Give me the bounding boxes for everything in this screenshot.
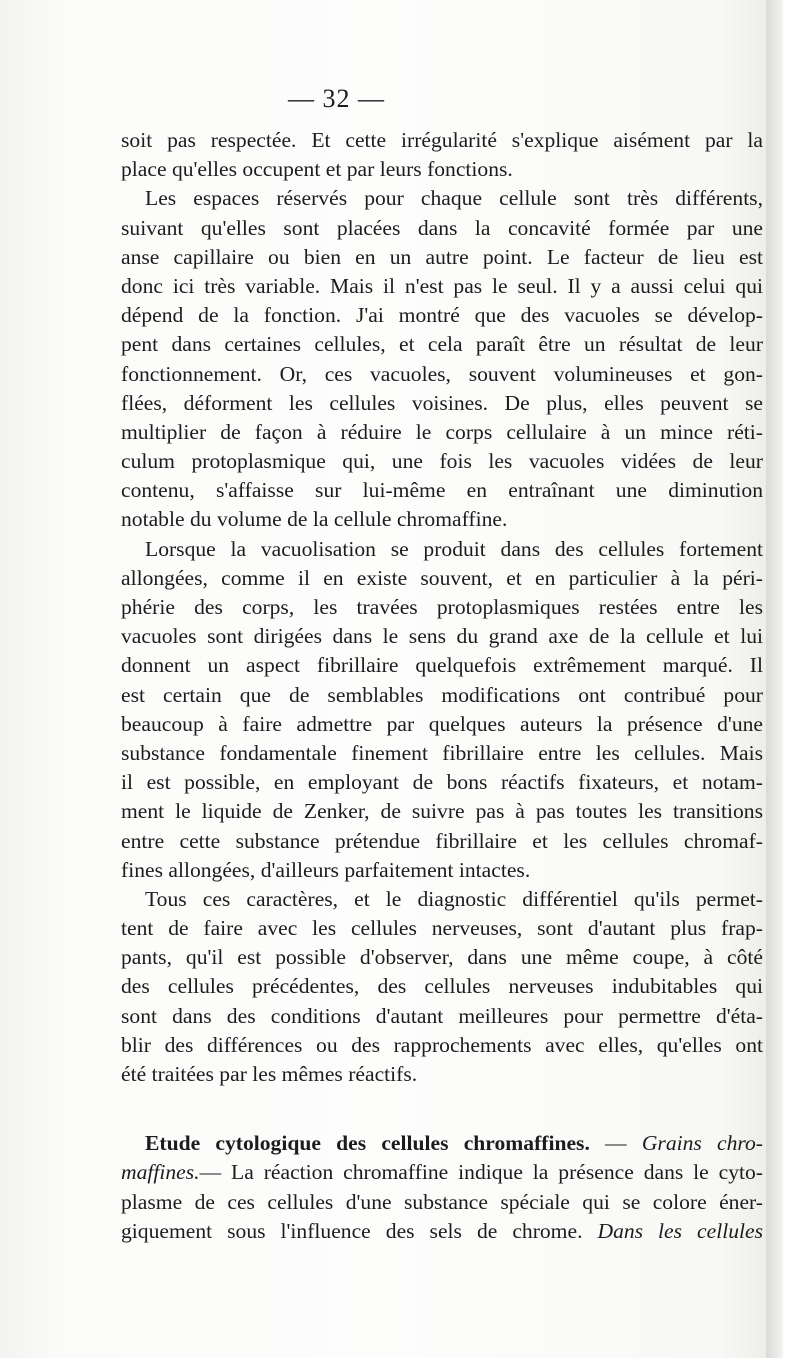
text-line: Les espaces réservés pour chaque cellule sont très différents, [145, 186, 763, 211]
page-edge-shadow [766, 0, 783, 1358]
text-line: fonctionnement. Or, ces vacuoles, souvent volumineuses et gon- [121, 361, 763, 386]
text-line: été traitées par les mêmes réactifs. [121, 1062, 418, 1086]
text-line: allongées, comme il en existe souvent, et en particulier à la péri- [121, 565, 763, 590]
text-line: fines allongées, d'ailleurs parfaitement intactes. [121, 857, 531, 882]
text-line: plasme de ces cellules d'une substance spéciale qui se colore éner- [121, 1189, 763, 1214]
text-line [121, 1158, 763, 1187]
text-fragment: — La réaction chromaffine indique la présence dans le cyto- [199, 1160, 763, 1185]
body-text [121, 126, 763, 1246]
text-line: donc ici très variable. Mais il n'est pas le seul. Il y a aussi celui qui [121, 273, 763, 298]
section-gap [121, 1089, 763, 1129]
text-line: dépend de la fonction. J'ai montré que des vacuoles se dévelop- [121, 303, 763, 328]
text-line: sont dans des conditions d'autant meilleures pour permettre d'éta- [121, 1003, 763, 1028]
text-line: Tous ces caractères, et le diagnostic différentiel qu'ils permet- [145, 886, 763, 911]
text-line: soit pas respectée. Et cette irrégularité s'explique aisément par la [121, 128, 763, 152]
text-line: est certain que de semblables modifications ont contribué pour [121, 682, 763, 707]
text-line: anse capillaire ou bien en un autre point. Le facteur de lieu est [121, 244, 763, 269]
page-number: — 32 — [288, 84, 385, 113]
text-line: notable du volume de la cellule chromaffine. [121, 507, 508, 532]
text-line: des cellules précédentes, des cellules nerveuses indubitables qui [121, 974, 763, 999]
text-line: entre cette substance prétendue fibrillaire et les cellules chromaf- [121, 828, 763, 853]
section-subheading-part2: maffines. [121, 1160, 200, 1185]
text-line: donnent un aspect fibrillaire quelquefois extrêmement marqué. Il [121, 653, 763, 678]
text-line: culum protoplasmique qui, une fois les vacuoles vidées de leur [121, 449, 763, 474]
text-line: Lorsque la vacuolisation se produit dans des cellules fortement [145, 536, 763, 561]
text-line: suivant qu'elles sont placées dans la concavité formée par une [121, 215, 763, 240]
text-line: pants, qu'il est possible d'observer, dans une même coupe, à côté [121, 945, 763, 970]
text-line: ment le liquide de Zenker, de suivre pas à pas toutes les transitions [121, 799, 763, 824]
text-line: blir des différences ou des rapprochements avec elles, qu'elles ont [121, 1032, 763, 1057]
text-line: multiplier de façon à réduire le corps cellulaire à un mince réti- [121, 419, 763, 444]
italic-fragment: Dans les cellules [597, 1218, 763, 1243]
section-heading-line [121, 1129, 763, 1158]
text-line: substance fondamentale finement fibrillaire entre les cellules. Mais [121, 740, 763, 765]
text-line: beaucoup à faire admettre par quelques auteurs la présence d'une [121, 711, 763, 736]
section-heading: Etude cytologique des cellules chromaffines. [145, 1131, 590, 1156]
text-line: phérie des corps, les travées protoplasmiques restées entre les [121, 595, 763, 619]
text-line: flées, déforment les cellules voisines. De plus, elles peuvent se [121, 390, 763, 415]
text-line: place qu'elles occupent et par leurs fonctions. [121, 157, 513, 182]
text-line: contenu, s'affaisse sur lui-même en entraînant une diminution [121, 478, 763, 503]
text-line: il est possible, en employant de bons réactifs fixateurs, et notam- [121, 770, 763, 795]
text-line: tent de faire avec les cellules nerveuses, sont d'autant plus frap- [121, 916, 763, 941]
section-subheading-part1: Grains chro- [641, 1131, 763, 1156]
heading-dash: — [589, 1131, 642, 1156]
text-line: pent dans certaines cellules, et cela paraît être un résultat de leur [121, 332, 763, 357]
text-line [121, 1217, 763, 1246]
text-line: vacuoles sont dirigées dans le sens du grand axe de la cellule et lui [121, 624, 763, 649]
text-fragment: giquement sous l'influence des sels de chrome. [121, 1218, 598, 1243]
